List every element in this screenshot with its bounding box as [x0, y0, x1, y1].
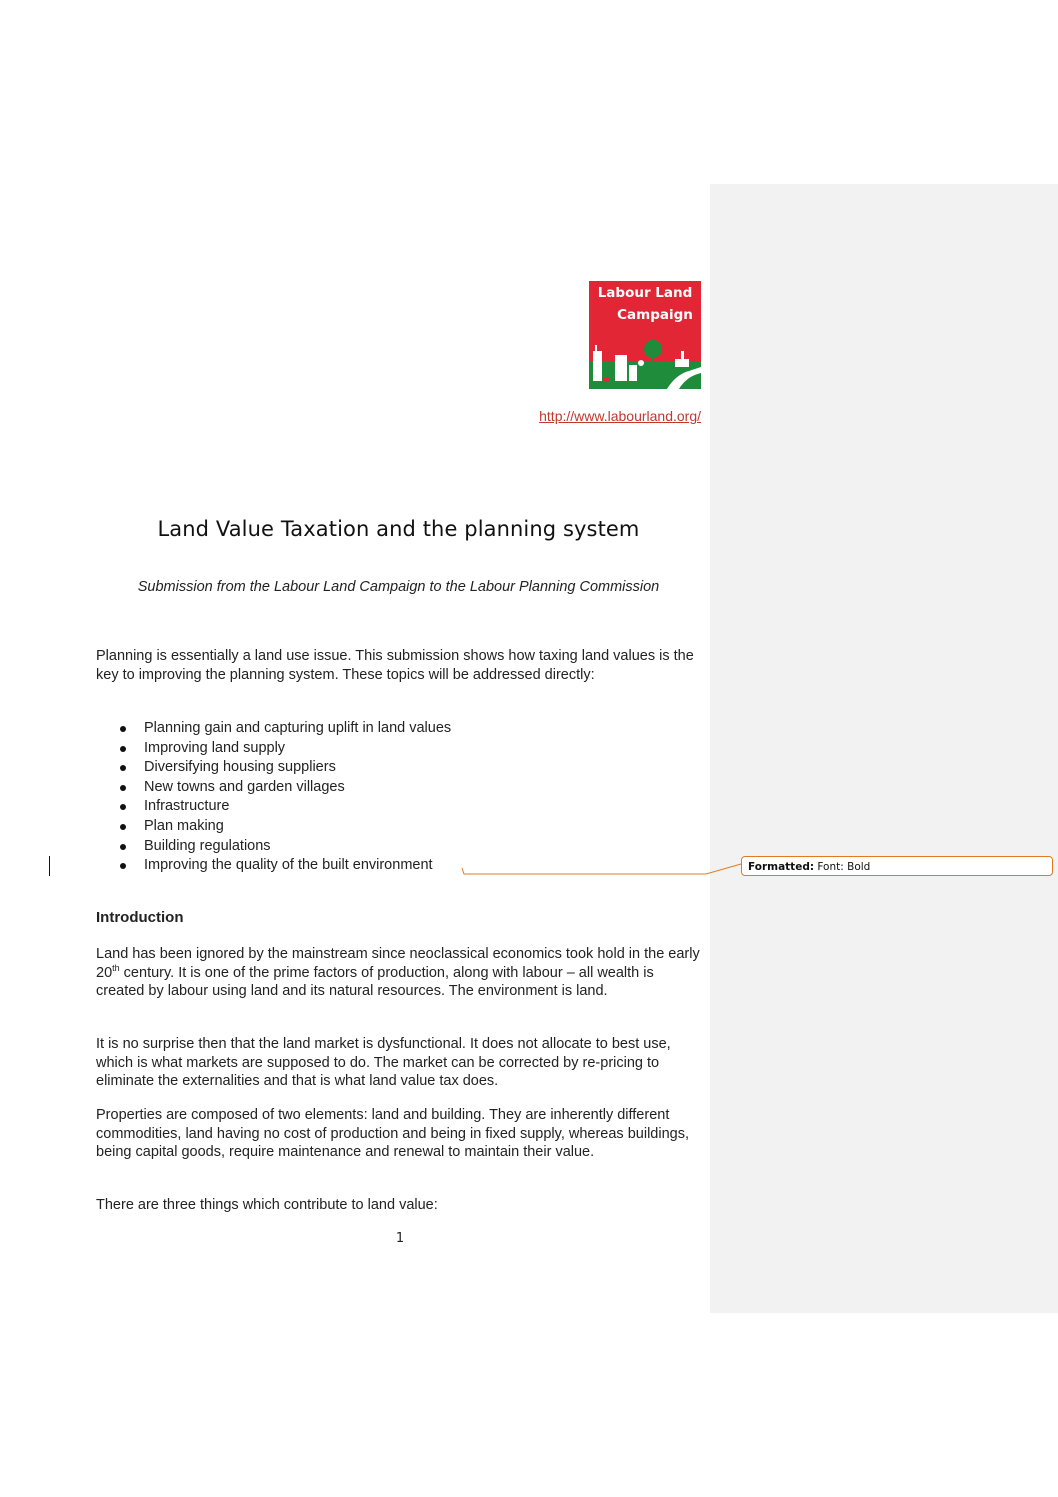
list-item: Planning gain and capturing uplift in land values	[96, 719, 702, 739]
logo-line1: Labour Land	[597, 285, 693, 301]
list-item: Infrastructure	[96, 797, 702, 817]
formatting-comment-balloon[interactable]	[741, 856, 1053, 876]
list-item: New towns and garden villages	[96, 778, 702, 798]
paragraph: Land has been ignored by the mainstream since neoclassical economics took hold in the early 20th century. It is one of the prime factors of production, along with labour – all wealth is created by labour using land and its natural resources. The environment is land.	[96, 946, 700, 999]
document-subtitle: Submission from the Labour Land Campaign to the Labour Planning Commission	[137, 579, 660, 595]
paragraph: It is no surprise then that the land market is dysfunctional. It does not allocate to best use, which is what markets are supposed to do. The market can be corrected by re-pricing to eliminate the externalities and that is what land value tax does.	[96, 1036, 671, 1089]
comment-margin-pane	[710, 184, 1058, 1313]
bullet-icon	[120, 804, 126, 810]
intro-paragraph	[96, 647, 702, 684]
list-item: Diversifying housing suppliers	[96, 758, 702, 778]
bullet-icon	[120, 863, 126, 869]
list-item: Building regulations	[96, 837, 702, 857]
section-heading: Introduction	[96, 909, 184, 926]
logo-line2: Campaign	[617, 307, 693, 323]
change-bar	[49, 856, 50, 876]
bullet-icon	[120, 726, 126, 732]
list-item: Improving the quality of the built environment	[96, 856, 702, 876]
topics-list	[96, 719, 702, 876]
bullet-icon	[120, 765, 126, 771]
comment-label: Formatted:	[748, 861, 815, 873]
bullet-icon	[120, 844, 126, 850]
labour-land-campaign-logo	[589, 281, 701, 389]
bullet-icon	[120, 824, 126, 830]
bullet-icon	[120, 785, 126, 791]
paragraph: Properties are composed of two elements: land and building. They are inherently different commodities, land having no cost of production and being in fixed supply, whereas buildings, being capital goods, require maintenance and renewal to maintain their value.	[96, 1107, 689, 1160]
website-link[interactable]: http://www.labourland.org/	[539, 408, 701, 424]
list-item: Improving land supply	[96, 739, 702, 759]
paragraph: There are three things which contribute to land value:	[96, 1197, 438, 1213]
list-item: Plan making	[96, 817, 702, 837]
page-number: 1	[395, 1231, 405, 1246]
document-title: Land Value Taxation and the planning system	[157, 517, 640, 541]
bullet-icon	[120, 746, 126, 752]
intro-paragraph-text: Planning is essentially a land use issue. This submission shows how taxing land values is the key to improving the planning system. These topics will be addressed directly:	[96, 648, 694, 683]
comment-text: Font: Bold	[817, 861, 871, 873]
